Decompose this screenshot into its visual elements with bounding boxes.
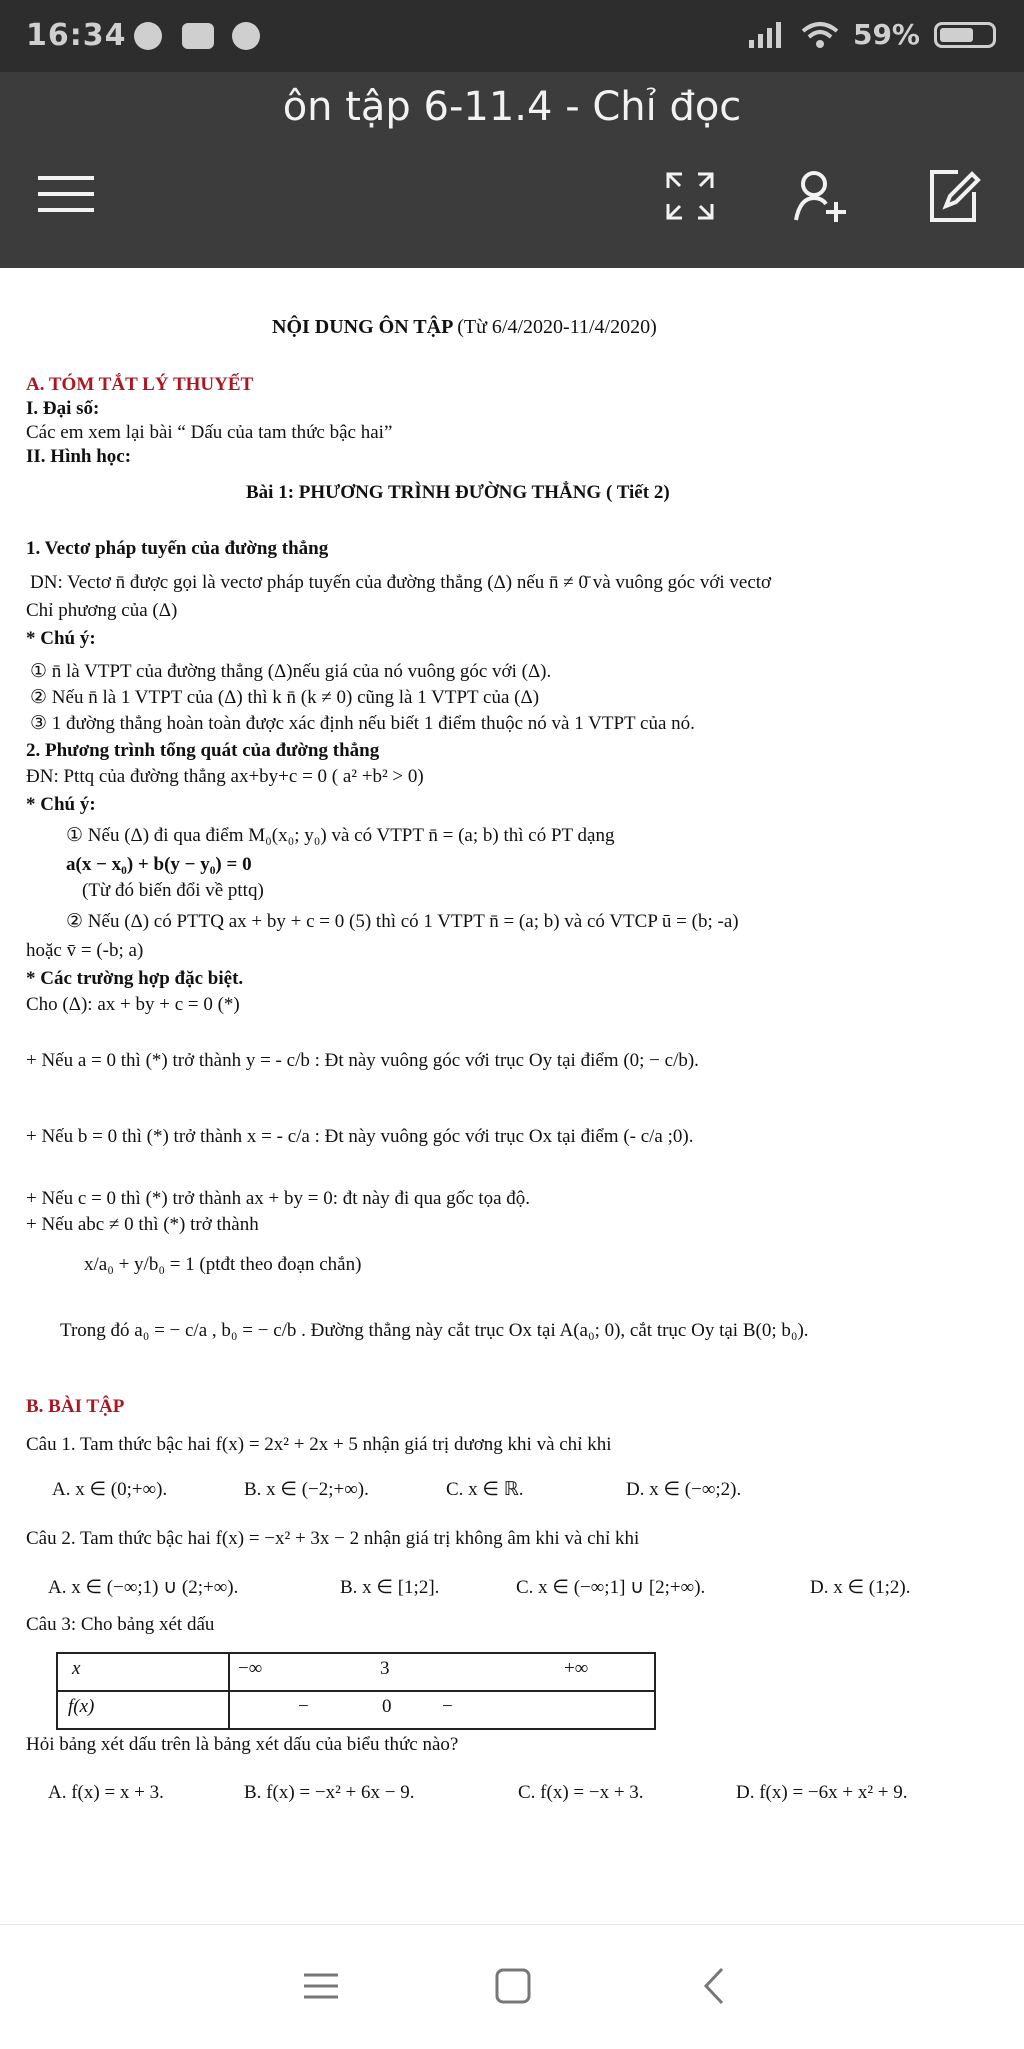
- note-3: ③ 1 đường thẳng hoàn toàn được xác định nếu biết 1 điểm thuộc nó và 1 VTPT của nó.: [30, 713, 695, 734]
- battery-icon: [934, 22, 996, 48]
- q2-option-b: B. x ∈ [1;2].: [340, 1577, 440, 1598]
- recent-apps-icon[interactable]: [296, 1961, 346, 2011]
- algebra-heading: I. Đại số:: [26, 398, 100, 419]
- q3-option-b: B. f(x) = −x² + 6x − 9.: [244, 1782, 415, 1803]
- notification-icon: [182, 23, 214, 49]
- wifi-icon: [801, 21, 839, 49]
- table-cell-fx: f(x): [68, 1696, 95, 1717]
- q2-option-d: D. x ∈ (1;2).: [810, 1577, 911, 1598]
- case-abc-nonzero: + Nếu abc ≠ 0 thì (*) trở thành: [26, 1214, 259, 1235]
- signal-icon: [747, 22, 787, 48]
- home-icon[interactable]: [488, 1961, 538, 2011]
- method-1-equation: a(x − x₀) + b(y − y₀) = 0: [66, 854, 252, 875]
- lesson-title: Bài 1: PHƯƠNG TRÌNH ĐƯỜNG THẲNG ( Tiết 2): [246, 482, 670, 503]
- note-title: * Chú ý:: [26, 628, 96, 649]
- algebra-text: Các em xem lại bài “ Dấu của tam thức bậc hai”: [26, 422, 393, 443]
- q1-option-c: C. x ∈ ℝ.: [446, 1479, 524, 1500]
- messenger-icon: [134, 22, 162, 50]
- system-nav-bar: [0, 1924, 1024, 2049]
- table-cell-plus-infinity: +∞: [564, 1658, 589, 1679]
- note-2-title: * Chú ý:: [26, 794, 96, 815]
- question-3: Câu 3: Cho bảng xét dấu: [26, 1614, 215, 1635]
- fullscreen-icon[interactable]: [660, 166, 720, 226]
- q2-option-a: A. x ∈ (−∞;1) ∪ (2;+∞).: [48, 1577, 239, 1598]
- table-cell-sign-right: −: [442, 1696, 453, 1717]
- definition-1: DN: Vectơ n̄ được gọi là vectơ pháp tuyến của đường thẳng (Δ) nếu n̄ ≠ 0̄ và vuông góc với vectơ: [30, 572, 772, 593]
- add-user-icon[interactable]: [790, 166, 850, 226]
- status-right: [747, 18, 996, 51]
- intercept-explanation: Trong đó a₀ = − c/a , b₀ = − c/b . Đường thẳng này cắt trục Ox tại A(a₀; 0), cắt trục Oy tại B(0; b₀).: [60, 1320, 809, 1341]
- messenger-icon-2: [232, 22, 260, 50]
- sign-table: [56, 1652, 656, 1730]
- note-1: ① n̄ là VTPT của đường thẳng (Δ)nếu giá của nó vuông góc với (Δ).: [30, 661, 552, 682]
- intercept-equation: x/a₀ + y/b₀ = 1 (ptđt theo đoạn chắn): [84, 1254, 362, 1275]
- question-3-ask: Hỏi bảng xét dấu trên là bảng xét dấu của biểu thức nào?: [26, 1734, 459, 1755]
- heading-text: NỘI DUNG ÔN TẬP: [272, 316, 453, 338]
- status-time: 16:34: [26, 18, 127, 53]
- q1-option-d: D. x ∈ (−∞;2).: [626, 1479, 742, 1500]
- case-a-zero: + Nếu a = 0 thì (*) trở thành y = - c/b : Đt này vuông góc với trục Oy tại điểm (0; − c/b).: [26, 1050, 699, 1071]
- q3-option-a: A. f(x) = x + 3.: [48, 1782, 164, 1803]
- q1-option-a: A. x ∈ (0;+∞).: [52, 1479, 168, 1500]
- q3-option-d: D. f(x) = −6x + x² + 9.: [736, 1782, 908, 1803]
- section-1-title: 1. Vectơ pháp tuyến của đường thẳng: [26, 538, 329, 559]
- special-cases-title: * Các trường hợp đặc biệt.: [26, 968, 244, 989]
- question-1: Câu 1. Tam thức bậc hai f(x) = 2x² + 2x + 5 nhận giá trị dương khi và chỉ khi: [26, 1434, 612, 1455]
- geometry-heading: II. Hình học:: [26, 446, 132, 467]
- table-row: [58, 1654, 654, 1690]
- app-bar: [0, 72, 1024, 268]
- table-cell-zero: 0: [382, 1696, 392, 1717]
- menu-button[interactable]: [38, 176, 94, 216]
- case-b-zero: + Nếu b = 0 thì (*) trở thành x = - c/a : Đt này vuông góc với trục Ox tại điểm (- c/a ;0).: [26, 1126, 694, 1147]
- section-2-title: 2. Phương trình tổng quát của đường thẳng: [26, 740, 380, 761]
- question-2: Câu 2. Tam thức bậc hai f(x) = −x² + 3x − 2 nhận giá trị không âm khi và chỉ khi: [26, 1528, 640, 1549]
- section-a-title: A. TÓM TẮT LÝ THUYẾT: [26, 374, 254, 395]
- method-2-cont: hoặc v̄ = (-b; a): [26, 940, 144, 961]
- q1-option-b: B. x ∈ (−2;+∞).: [244, 1479, 369, 1500]
- method-1-comment: (Từ đó biến đổi về pttq): [82, 880, 264, 901]
- back-icon[interactable]: [690, 1961, 740, 2011]
- definition-1-cont: Chỉ phương của (Δ): [26, 600, 178, 621]
- edit-icon[interactable]: [924, 166, 984, 226]
- q3-option-c: C. f(x) = −x + 3.: [518, 1782, 644, 1803]
- method-2: ② Nếu (Δ) có PTTQ ax + by + c = 0 (5) thì có 1 VTPT n̄ = (a; b) và có VTCP ū = (b; -a): [66, 911, 739, 932]
- table-cell-minus-infinity: −∞: [238, 1658, 263, 1679]
- table-cell-x: x: [72, 1658, 81, 1679]
- special-cases-intro: Cho (Δ): ax + by + c = 0 (*): [26, 994, 240, 1015]
- table-row: [58, 1692, 654, 1728]
- case-c-zero: + Nếu c = 0 thì (*) trở thành ax + by = 0: đt này đi qua gốc tọa độ.: [26, 1188, 531, 1209]
- page-heading: [272, 316, 657, 339]
- definition-2: ĐN: Pttq của đường thẳng ax+by+c = 0 ( a² +b² > 0): [26, 766, 424, 787]
- table-cell-sign-left: −: [298, 1696, 309, 1717]
- heading-range: (Từ 6/4/2020-11/4/2020): [457, 316, 657, 338]
- table-cell-three: 3: [380, 1658, 390, 1679]
- q2-option-c: C. x ∈ (−∞;1] ∪ [2;+∞).: [516, 1577, 706, 1598]
- method-1: ① Nếu (Δ) đi qua điểm M₀(x₀; y₀) và có VTPT n̄ = (a; b) thì có PT dạng: [66, 825, 615, 846]
- note-2: ② Nếu n̄ là 1 VTPT của (Δ) thì k n̄ (k ≠ 0) cũng là 1 VTPT của (Δ): [30, 687, 540, 708]
- battery-percent: 59%: [852, 18, 920, 51]
- section-b-title: B. BÀI TẬP: [26, 1396, 125, 1417]
- status-bar: [0, 0, 1024, 72]
- document-title: ôn tập 6-11.4 - Chỉ đọc: [282, 84, 742, 130]
